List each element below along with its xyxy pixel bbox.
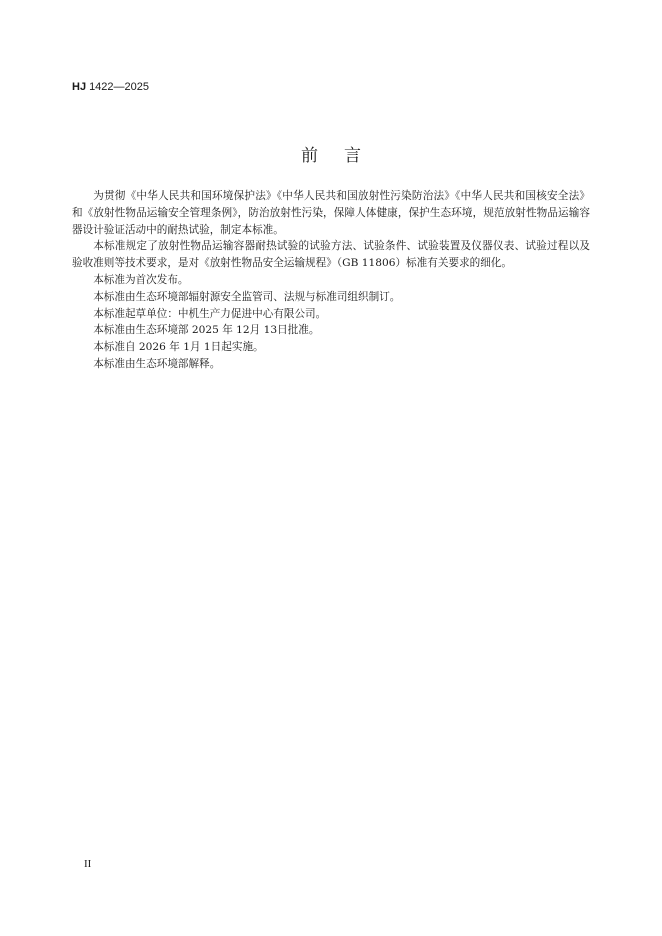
standard-prefix: HJ [72,81,87,93]
paragraph-interpretation: 本标准由生态环境部解释。 [93,357,221,370]
paragraph-purpose: 为贯彻《中华人民共和国环境保护法》《中华人民共和国放射性污染防治法》《中华人民共和国核安全法》和《放射性物品运输安全管理条例》，防治放射性污染，保障人体健康，保护生态环境，规范放射性物品运输容器设计验证活动中的耐热试验，制定本标准。 [72,190,590,236]
standard-number: 1422—2025 [89,81,150,93]
paragraph-drafting-unit: 本标准起草单位：中机生产力促进中心有限公司。 [93,307,327,320]
paragraph-first-release: 本标准为首次发布。 [93,273,189,286]
page-title: 前言 [301,146,387,166]
standard-code-header [72,80,149,94]
paragraph-organizer: 本标准由生态环境部辐射源安全监管司、法规与标准司组织制订。 [93,290,401,303]
paragraph-scope: 本标准规定了放射性物品运输容器耐热试验的试验方法、试验条件、试验装置及仪器仪表、试验过程以及验收准则等技术要求，是对《放射性物品安全运输规程》（GB 11806）标准有关要求的细化。 [72,240,590,270]
paragraph-approval-date: 本标准由生态环境部 2025 年 12月 13日批准。 [93,324,320,337]
page-number: II [84,858,92,870]
foreword-body [72,188,590,373]
paragraph-effective-date: 本标准自 2026 年 1月 1日起实施。 [93,341,264,354]
